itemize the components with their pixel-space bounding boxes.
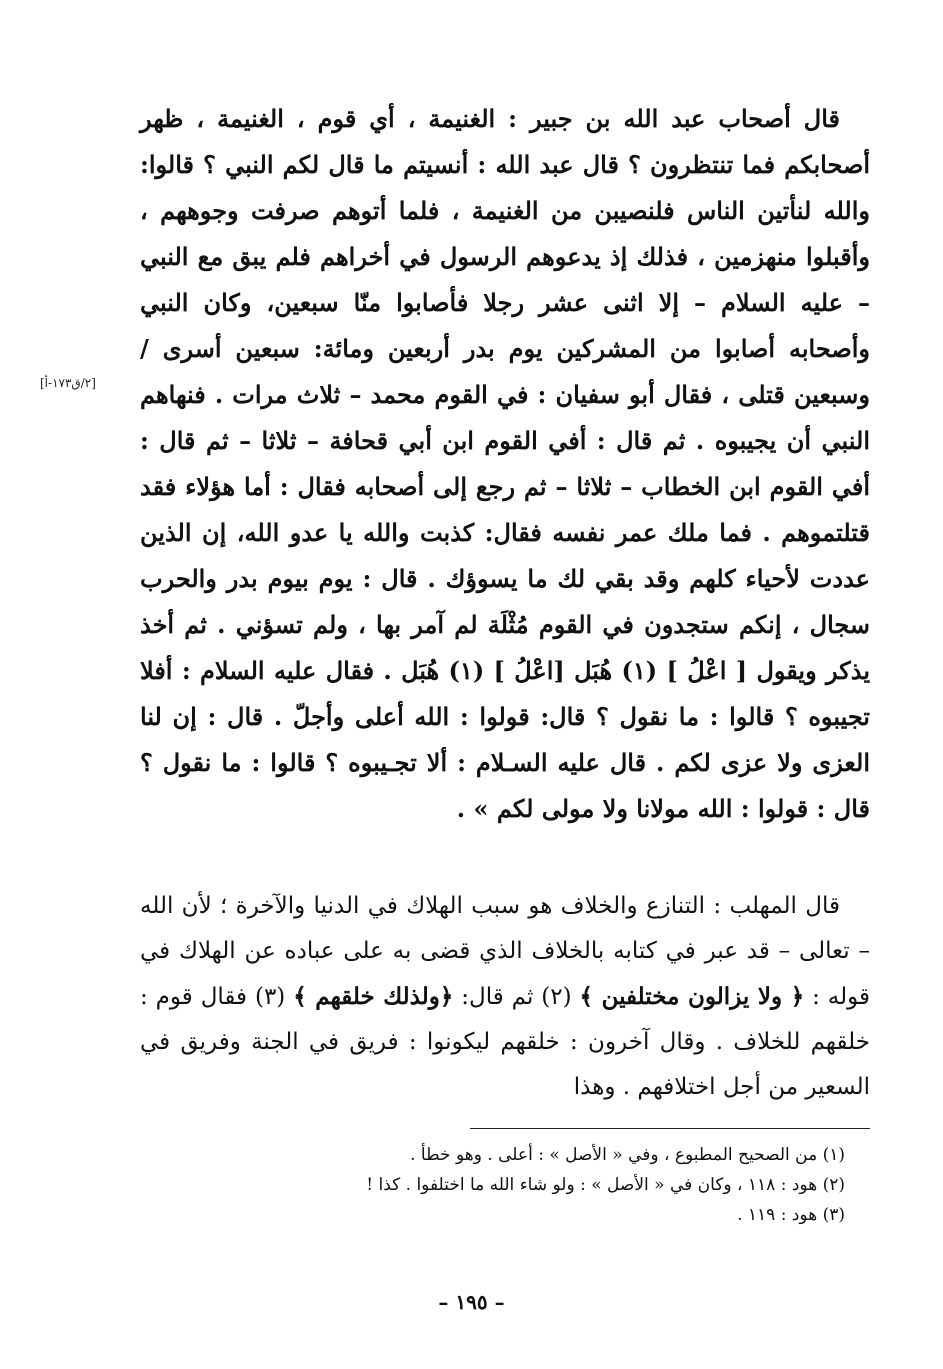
footnote-3: (٣) هود : ١١٩ . bbox=[737, 1205, 845, 1225]
page-number: – ١٩٥ – bbox=[438, 1290, 505, 1314]
paragraph-2-text bbox=[140, 884, 870, 1110]
main-text bbox=[140, 96, 870, 832]
paragraph-2-part-a: قال المهلب : التنازع والخلاف هو سبب الهلاك في الدنيا والآخرة ؛ لأن الله – تعالى – قد عبر في كتابه بالخلاف الذي قضى به على عباده عن الهلاك في قوله : bbox=[140, 893, 871, 1010]
quran-quote-2: ﴿ولذلك خلقهم ﴾ bbox=[293, 983, 454, 1010]
margin-note: [٢/ق١٧٣-أ] bbox=[40, 376, 96, 390]
footnotes bbox=[140, 1140, 845, 1230]
footnote-1: (١) من الصحيح المطبوع ، وفي « الأصل » : أعلى . وهو خطأ . bbox=[410, 1145, 845, 1165]
paragraph-1: قال أصحاب عبد الله بن جبير : الغنيمة ، أي قوم ، الغنيمة ، ظهر أصحابكم فما تنتظرون ؟ قال عبد الله : أنسيتم ما قال لكم النبي ؟ قالوا: والله لنأتين الناس فلنصيبن من الغنيمة ، فلما أتوهم صرفت وجوههم ، وأقبلوا منهزمين ، فذلك إذ يدعوهم الرسول في أخراهم فلم يبق مع النبي – عليه السلام – إلا اثنى عشر رجلا فأصابوا منّا سبعين، وكان النبي وأصحابه أصابوا من المشركين يوم بدر أربعين ومائة: سبعين أسرى / وسبعين قتلى ، فقال أبو سفيان : في القوم محمد – ثلاث مرات . فنهاهم النبي أن يجيبوه . ثم قال : أفي القوم ابن أبي قحافة – ثلاثا – ثم قال : أفي القوم ابن الخطاب – ثلاثا – ثم رجع إلى أصحابه فقال : أما هؤلاء فقد قتلتموهم . فما ملك عمر نفسه فقال: كذبت والله يا عدو الله، إن الذين عددت لأحياء كلهم وقد بقي لك ما يسوؤك . قال : يوم بيوم بدر والحرب سجال ، إنكم ستجدون في القوم مُثْلَة لم آمر بها ، ولم تسؤني . ثم أخذ يذكر ويقول [ اعْلُ ] (١) هُبَل [اعْلُ ] (١) هُبَل . فقال عليه السلام : أفلا تجيبوه ؟ قالوا : ما نقول ؟ قال: قولوا : الله أعلى وأجلّ . قال : إن لنا العزى ولا عزى لكم . قال عليه السـلام : ألا تجـيبوه ؟ قالوا : ما نقول ؟ قال : قولوا : الله مولانا ولا مولى لكم » . bbox=[140, 104, 871, 823]
quran-quote-1: ﴿ ولا يزالون مختلفين ﴾ bbox=[579, 983, 805, 1010]
footnote-ref-2: (٢) ثم قال: bbox=[461, 984, 572, 1010]
footnote-2: (٢) هود : ١١٨ ، وكان في « الأصل » : ولو شاء الله ما اختلفوا . كذا ! bbox=[366, 1175, 845, 1195]
footnote-divider bbox=[470, 1128, 870, 1129]
paragraph-2-part-b: (٣) فقال قوم : خلقهم للخلاف . وقال آخرون : خلقهم ليكونوا : فريق في الجنة وفريق في السعير من أجل اختلافهم . وهذا bbox=[140, 984, 870, 1100]
paragraph-2 bbox=[140, 884, 870, 1110]
